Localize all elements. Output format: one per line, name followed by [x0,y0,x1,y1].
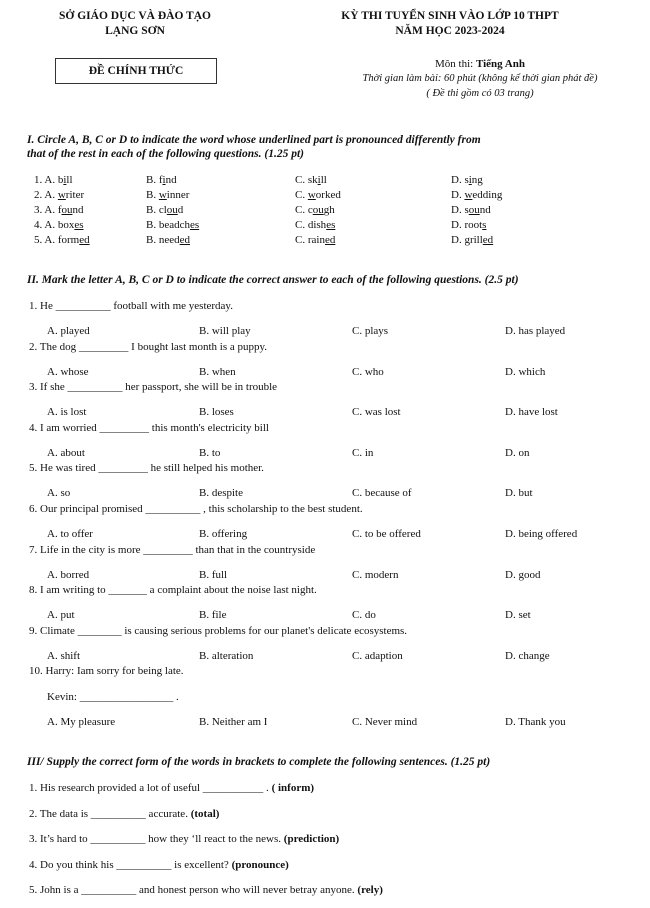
word-part: 5. A. form [34,234,80,246]
s3-item-3 [29,833,339,845]
s2-q8-option-b[interactable]: B. file [199,609,227,622]
q10-option-c[interactable]: C. Never mind [352,716,418,728]
underlined-part: i [468,174,472,186]
s2-q2-stem: 2. The dog _________ I bought last month is a puppy. [29,340,268,353]
word-part: ng [471,174,483,186]
s2-q1-stem: 1. He __________ football with me yesterday. [29,300,233,312]
s2-q9-option-a[interactable]: A. shift [47,649,80,662]
s1-q3-option-a[interactable] [34,204,84,216]
word-part: D. s [451,174,469,186]
s1-q1-option-b[interactable] [146,174,177,186]
s2-q7-option-c[interactable]: C. modern [352,568,399,581]
underlined-part: ed [179,234,190,246]
section-3-title: III/ Supply the correct form of the words in brackets to complete the following sentences. (1.25 pt) [27,756,491,768]
s3-item-word: (pronounce) [231,858,289,871]
s2-q5-option-b[interactable]: B. despite [199,487,243,500]
s1-q1-option-a[interactable] [34,174,73,186]
underlined-part: w [57,189,66,201]
word-part: ll [320,174,327,186]
s1-q1-option-d[interactable] [451,174,483,186]
s2-q6-option-d[interactable]: D. being offered [505,528,578,540]
s2-q3-stem: 3. If she __________ her passport, she will be in trouble [29,381,278,394]
word-part: D. [451,189,465,201]
word-part: ll [66,174,73,186]
s1-q2-option-a[interactable] [34,189,84,201]
s1-q5-option-a[interactable] [34,234,90,246]
word-part: gh [323,204,335,216]
subject-line [330,58,630,70]
s2-q7-option-a[interactable]: A. borred [47,568,90,581]
q10-option-b[interactable]: B. Neither am I [199,716,268,728]
word-part: D. s [451,204,469,216]
word-part: nd [479,204,491,216]
underlined-part: es [189,219,200,231]
word-part: C. dish [295,219,327,231]
s2-q7-stem: 7. Life in the city is more _________ than that in the countryside [29,543,316,556]
word-part: D. grill [451,234,483,246]
q10-line2: Kevin: _________________ . [47,691,179,703]
s1-q4-option-d[interactable] [451,219,486,231]
word-part: edding [472,189,503,201]
s2-q6-option-a[interactable]: A. to offer [47,528,93,540]
s3-item-text: 1. His research provided a lot of useful ___________ . [29,782,272,794]
underlined-part: ou [468,204,480,216]
word-part: d [177,204,184,216]
s2-q4-option-a[interactable]: A. about [47,446,85,459]
s2-q4-stem: 4. I am worried _________ this month's electricity bill [29,421,269,434]
official-exam-box [55,58,217,84]
s3-item-word: (rely) [357,884,383,896]
s1-q3-option-d[interactable] [451,204,491,216]
s2-q1-option-a[interactable]: A. played [47,325,90,337]
section-2-title: II. Mark the letter A, B, C or D to indicate the correct answer to each of the following questions. (2.5 pt) [27,274,519,286]
s3-item-text: 5. John is a __________ and honest person who will never betray anyone. [29,884,358,896]
s2-q5-option-c[interactable]: C. because of [352,487,412,500]
word-part: B. need [146,234,180,246]
s2-q9-option-d[interactable]: D. change [505,649,550,662]
s2-q9-option-c[interactable]: C. adaption [352,649,403,662]
s2-q8-option-d[interactable]: D. set [505,609,531,622]
s1-q2-option-b[interactable] [146,189,189,201]
time-note: Thời gian làm bài: 60 phút (không kể thời gian phát đề) [362,73,598,84]
s1-q5-option-d[interactable] [451,234,493,246]
word-part: C. [295,189,308,201]
underlined-part: s [482,219,487,231]
s3-item-5 [29,884,383,896]
s2-q6-option-b[interactable]: B. offering [199,528,248,540]
s1-q5-option-c[interactable] [295,234,335,246]
underlined-part: i [162,174,166,186]
s2-q5-stem: 5. He was tired _________ he still helped his mother. [29,462,264,475]
underlined-part: ou [312,204,324,216]
s2-q7-option-d[interactable]: D. good [505,568,541,581]
s2-q5-option-a[interactable]: A. so [47,487,71,500]
s3-item-1 [29,782,314,794]
section-1-title-line1: I. Circle A, B, C or D to indicate the word whose underlined part is pronounced differently from [27,134,481,146]
s2-q3-option-c[interactable]: C. was lost [352,406,401,419]
underlined-part: ed [482,234,494,246]
s3-item-word: (total) [190,807,220,820]
s1-q3-option-c[interactable] [295,204,335,216]
word-part: C. c [295,204,313,216]
q10-option-d[interactable]: D. Thank you [505,716,566,728]
s1-q1-option-c[interactable] [295,174,327,186]
s3-item-2 [29,808,219,820]
word-part: D. root [451,219,483,231]
s1-q4-option-a[interactable] [34,219,84,231]
subject-prefix: Môn thi: [435,58,476,70]
s1-q4-option-b[interactable] [146,219,199,231]
s2-q8-option-c[interactable]: C. do [352,609,376,622]
s1-q2-option-c[interactable] [295,189,341,201]
subject-name: Tiếng Anh [475,58,525,70]
underlined-part: es [74,219,84,231]
s2-q2-option-a[interactable]: A. whose [47,365,89,378]
s3-item-word: ( inform) [271,782,315,794]
s2-q8-option-a[interactable]: A. put [47,609,75,622]
q10-line1: 10. Harry: Iam sorry for being late. [29,665,184,677]
official-exam-label: ĐỀ CHÍNH THỨC [88,65,184,77]
word-part: 4. A. box [34,219,75,231]
s2-q5-option-d[interactable]: D. but [505,487,533,500]
s2-q2-option-b[interactable]: B. when [199,365,236,378]
school-year: NĂM HỌC 2023-2024 [395,25,505,37]
word-part: C. rain [295,234,325,246]
word-part: B. cl [146,204,167,216]
word-part: 1. A. b [34,174,64,186]
word-part: B. [146,189,159,201]
word-part: B. f [146,174,163,186]
s3-item-text: 2. The data is __________ accurate. [29,807,191,820]
province-name: LẠNG SƠN [105,25,165,37]
s3-item-word: (prediction) [283,833,340,845]
word-part: 2. A. [34,189,58,201]
underlined-part: i [63,174,67,186]
section-1-title-line2: that of the rest in each of the following questions. (1.25 pt) [27,148,304,160]
s2-q9-option-b[interactable]: B. alteration [199,649,254,662]
word-part: inner [166,189,190,201]
s1-q2-option-d[interactable] [451,189,502,201]
s2-q1-option-c[interactable]: C. plays [352,325,389,337]
underlined-part: w [307,189,316,201]
q10-option-a[interactable]: A. My pleasure [47,716,116,728]
s2-q3-option-a[interactable]: A. is lost [47,406,87,419]
word-part: orked [315,189,341,201]
word-part: B. beadch [146,219,190,231]
underlined-part: w [464,189,473,201]
s2-q2-option-c[interactable]: C. who [352,365,384,378]
underlined-part: ed [324,234,336,246]
s1-q4-option-c[interactable] [295,219,335,231]
exam-title: KỲ THI TUYỂN SINH VÀO LỚP 10 THPT [341,10,559,22]
word-part: riter [65,189,85,201]
word-part: nd [165,174,177,186]
s3-item-text: 4. Do you think his __________ is excellent? [29,858,232,871]
underlined-part: ou [61,204,73,216]
underlined-part: ed [79,234,90,246]
s2-q9-stem: 9. Climate ________ is causing serious problems for our planet's delicate ecosystems. [29,624,408,637]
word-part: nd [72,204,84,216]
s2-q4-option-d[interactable]: D. on [505,446,530,459]
underlined-part: ou [166,204,178,216]
s3-item-4 [29,859,289,871]
pages-note: ( Đề thi gồm có 03 trang) [426,88,534,99]
s2-q8-stem: 8. I am writing to _______ a complaint about the noise last night. [29,584,317,597]
s2-q1-option-d[interactable]: D. has played [505,325,566,337]
s2-q4-option-c[interactable]: C. in [352,446,374,459]
underlined-part: w [158,189,167,201]
underlined-part: es [326,219,336,231]
s2-q3-option-b[interactable]: B. loses [199,406,234,419]
s3-item-text: 3. It’s hard to __________ how they ‘ll react to the news. [29,833,284,845]
word-part: 3. A. f [34,204,62,216]
s2-q1-option-b[interactable]: B. will play [199,325,251,337]
s2-q6-stem: 6. Our principal promised __________ , this scholarship to the best student. [29,503,363,515]
s1-q3-option-b[interactable] [146,204,183,216]
underlined-part: i [317,174,321,186]
s2-q2-option-d[interactable]: D. which [505,365,546,378]
word-part: C. sk [295,174,318,186]
department-name: SỞ GIÁO DỤC VÀ ĐÀO TẠO [59,10,211,22]
s2-q6-option-c[interactable]: C. to be offered [352,528,421,540]
s2-q7-option-b[interactable]: B. full [199,568,228,581]
s1-q5-option-b[interactable] [146,234,190,246]
s2-q3-option-d[interactable]: D. have lost [505,406,558,419]
s2-q4-option-b[interactable]: B. to [199,446,221,459]
